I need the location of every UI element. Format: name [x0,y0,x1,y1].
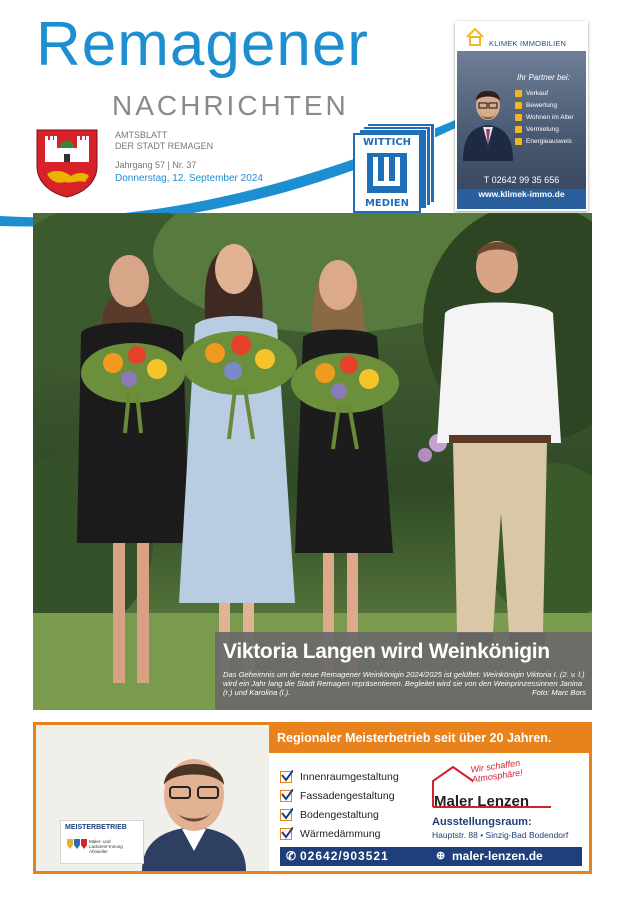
lenzen-phone[interactable]: 02642/903521 [300,849,389,863]
lenzen-service-item: Wärmedämmung [280,824,399,843]
showroom-label: Ausstellungsraum: [432,816,532,828]
klimek-service-item: Verkauf [515,87,574,99]
meisterbetrieb-badge [60,820,144,864]
wittich-w-icon [367,153,407,193]
city-crest-icon [31,126,103,198]
phone-icon: ✆ [286,849,297,863]
cover-caption-text [223,670,586,697]
klimek-service-item: Vermietung [515,123,574,135]
lenzen-banner [269,725,589,753]
guild-title: MEISTERBETRIEB [65,824,127,831]
masthead-subtitle: NACHRICHTEN [112,90,349,121]
medien-text: MEDIEN [364,198,409,209]
lenzen-service-item: Fassadengestaltung [280,786,399,805]
lenzen-website-link[interactable]: maler-lenzen.de [452,849,543,863]
lenzen-company-name: Maler Lenzen [434,793,530,810]
check-icon [515,138,522,145]
klimek-service-item: Energieausweis [515,135,574,147]
klimek-partner-text: Ihr Partner bei: [517,73,570,82]
cover-caption-body: Das Geheimnis um die neue Remagener Weinkönigin 2024/2025 ist gelüftet: Weinkönigin Viktoria I. (2. v. l.) wird ein Jahr lang die Stadt Remagen repräsentieren. Begleitet wird sie von den Weinprinzessinnen Janina (r.) und Karolina (l.). [223,670,585,697]
check-icon [515,90,522,97]
lenzen-service-list [280,767,399,843]
guild-shield-icon [67,839,87,849]
official-line-2: DER STADT REMAGEN [115,141,214,151]
guild-text: Maler- und Lackierer-Innung Ahrweiler [89,839,123,854]
official-line-1: AMTSBLATT [115,130,168,140]
wittich-text: WITTICH [362,137,412,148]
lenzen-service-item: Innenraumgestaltung [280,767,399,786]
maler-lenzen-ad[interactable] [33,722,592,874]
klimek-immobilien-ad[interactable] [455,21,588,211]
klimek-ad-header [457,23,586,51]
checkbox-icon [280,828,292,840]
lenzen-tagline: Wir schaffen Atmosphäre! [469,757,524,785]
klimek-service-list [515,87,574,147]
issue-number: Jahrgang 57 | Nr. 37 [115,160,197,170]
klimek-website-link[interactable]: www.klimek-immo.de [478,189,565,199]
klimek-service-item: Wohnen im Alter [515,111,574,123]
cover-headline[interactable]: Viktoria Langen wird Weinkönigin [223,640,550,663]
showroom-address: Hauptstr. 88 • Sinzig-Bad Bodendorf [432,830,569,840]
klimek-phone[interactable]: T 02642 99 35 656 [483,175,560,185]
masthead-title: Remagener [36,10,369,79]
checkbox-icon [280,771,292,783]
checkbox-icon [280,809,292,821]
issue-date: Donnerstag, 12. September 2024 [115,173,263,184]
klimek-person-image [459,69,517,161]
house-icon [465,27,485,47]
check-icon [515,114,522,121]
wittich-medien-logo [353,123,435,213]
lenzen-service-item: Bodengestaltung [280,805,399,824]
klimek-service-item: Bewertung [515,99,574,111]
check-icon [515,126,522,133]
cover-caption [215,632,592,710]
lenzen-contact-bar [280,847,582,866]
lenzen-banner-text: Regionaler Meisterbetrieb seit über 20 Jahren. [277,731,552,745]
globe-icon: ⊕ [436,850,446,862]
check-icon [515,102,522,109]
checkbox-icon [280,790,292,802]
klimek-brand: KLIMEK IMMOBILIEN [489,39,567,48]
masthead-meta [115,130,263,184]
photo-credit: Foto: Marc Bors [531,688,586,697]
